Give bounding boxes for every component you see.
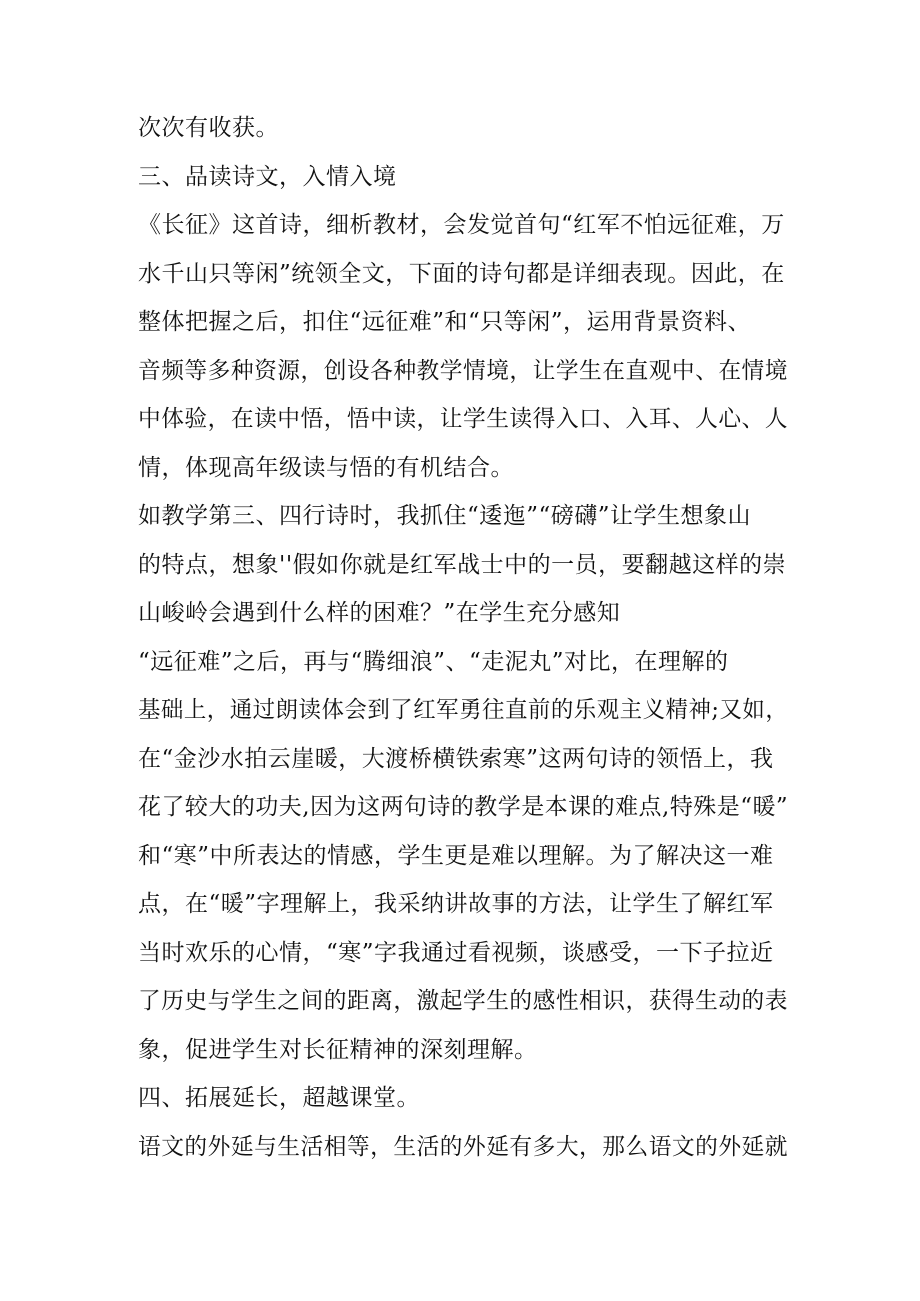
text-line: 整体把握之后，扣住“远征难”和“只等闲”，运用背景资料、 [138, 309, 752, 335]
text-line: 当时欢乐的心情，“寒”字我通过看视频，谈感受，一下子拉近 [138, 940, 774, 966]
text-line: 如教学第三、四行诗时，我抓住“逶迤”“磅礴”让学生想象山 [138, 503, 752, 529]
text-line: 中体验，在读中悟，悟中读，让学生读得入口、入耳、人心、人 [138, 406, 788, 432]
section-heading: 三、品读诗文，入情入境 [138, 164, 397, 190]
text-line: 和“寒”中所表达的情感，学生更是难以理解。为了解决这一难 [138, 843, 774, 869]
text-line: “远征难”之后，再与“腾细浪”、“走泥丸”对比，在理解的 [138, 649, 729, 675]
text-line: 语文的外延与生活相等，生活的外延有多大，那么语文的外延就 [138, 1134, 788, 1160]
text-line: 山峻岭会遇到什么样的困难？”在学生充分感知 [138, 600, 621, 626]
text-line: 《长征》这首诗，细析教材，会发觉首句“红军不怕远征难，万 [138, 212, 785, 238]
section-heading: 四、拓展延长，超越课堂。 [138, 1085, 420, 1111]
text-line: 的特点，想象''假如你就是红军战士中的一员，要翻越这样的崇 [138, 552, 787, 578]
text-line: 花了较大的功夫,因为这两句诗的教学是本课的难点,特殊是“暖” [138, 794, 789, 820]
text-line: 基础上，通过朗读体会到了红军勇往直前的乐观主义精神;又如， [138, 697, 789, 723]
text-line: 了历史与学生之间的距离，激起学生的感性相识，获得生动的表 [138, 988, 788, 1014]
text-line: 象，促进学生对长征精神的深刻理解。 [138, 1037, 538, 1063]
text-line: 点，在“暖”字理解上，我采纳讲故事的方法，让学生了解红军 [138, 891, 774, 917]
text-line: 情，体现高年级读与悟的有机结合。 [138, 455, 514, 481]
text-line: 次次有收获。 [138, 115, 279, 141]
text-line: 水千山只等闲”统领全文，下面的诗句都是详细表现。因此，在 [138, 261, 785, 287]
text-line: 在“金沙水拍云崖暖，大渡桥横铁索寒”这两句诗的领悟上，我 [138, 746, 774, 772]
text-line: 音频等多种资源，创设各种教学情境，让学生在直观中、在情境 [138, 358, 788, 384]
